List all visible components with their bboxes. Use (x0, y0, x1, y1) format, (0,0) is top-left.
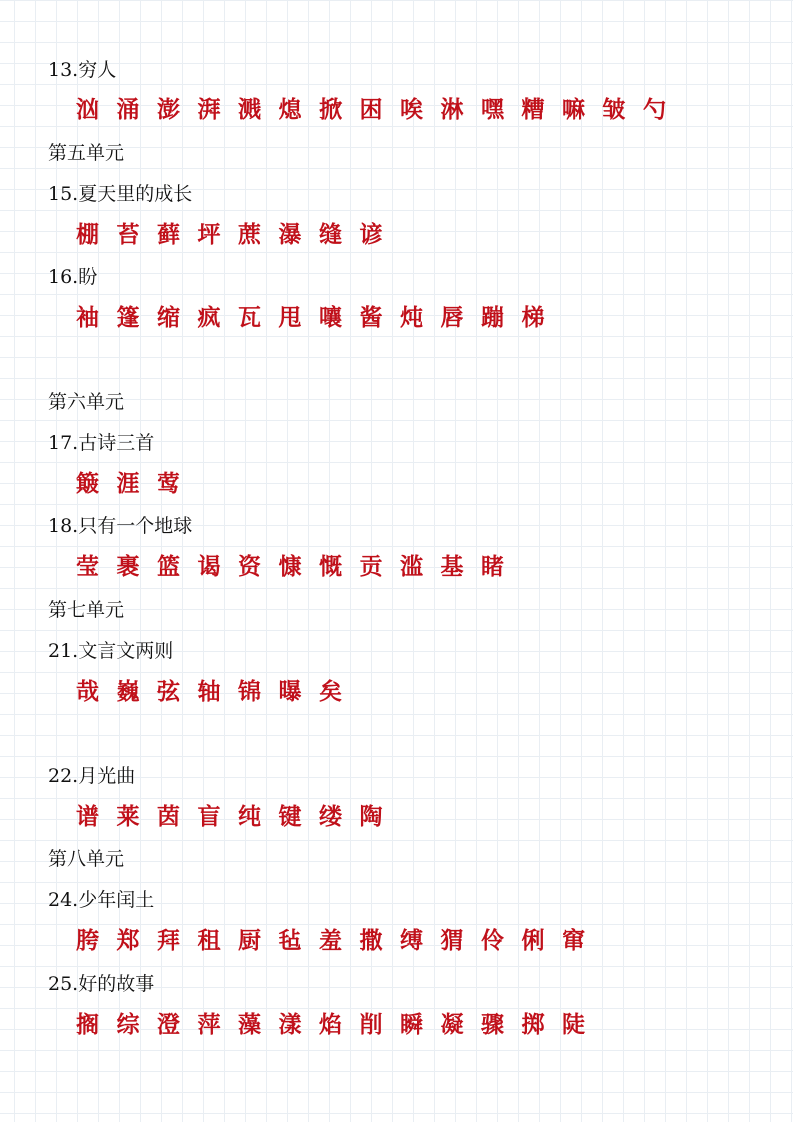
vocab-char: 拜 (157, 927, 180, 954)
lesson-title: 24.少年闰土 (48, 889, 155, 911)
char-row (76, 677, 360, 707)
vocab-char: 掀 (319, 96, 342, 123)
vocab-char: 澄 (157, 1011, 180, 1038)
vocab-char: 盲 (197, 803, 221, 830)
vocab-char: 谚 (359, 221, 383, 248)
vocab-char: 嚷 (319, 304, 342, 331)
vocab-char: 糟 (521, 96, 545, 123)
vocab-char: 瞬 (400, 1011, 423, 1038)
vocab-char: 慷 (278, 553, 302, 580)
vocab-char: 谒 (197, 553, 221, 580)
vocab-char: 熄 (278, 96, 302, 123)
vocab-char: 矣 (319, 678, 342, 705)
vocab-char: 缚 (400, 927, 423, 954)
vocab-char: 蔗 (238, 221, 261, 248)
vocab-char: 棚 (76, 221, 99, 248)
vocab-char: 嘿 (481, 96, 504, 123)
vocab-char: 困 (359, 96, 383, 123)
vocab-char: 谱 (76, 803, 99, 830)
vocab-char: 茵 (157, 803, 180, 830)
vocab-char: 窜 (562, 927, 585, 954)
vocab-char: 巍 (116, 678, 140, 705)
vocab-char: 慨 (319, 553, 342, 580)
char-row (76, 95, 684, 125)
vocab-char: 坪 (197, 221, 221, 248)
vocab-char: 溅 (238, 96, 261, 123)
vocab-char: 皱 (602, 96, 626, 123)
char-row (76, 220, 400, 250)
vocab-char: 藻 (238, 1011, 261, 1038)
vocab-char: 键 (278, 803, 302, 830)
vocab-char: 焰 (319, 1011, 342, 1038)
vocab-char: 毡 (278, 927, 302, 954)
vocab-char: 削 (359, 1011, 383, 1038)
vocab-char: 弦 (157, 678, 180, 705)
vocab-char: 基 (440, 553, 464, 580)
vocab-char: 瓦 (238, 304, 261, 331)
vocab-char: 涯 (116, 470, 140, 497)
vocab-char: 篮 (157, 553, 180, 580)
vocab-char: 甩 (278, 304, 302, 331)
unit-heading: 第七单元 (48, 599, 125, 621)
vocab-char: 苔 (116, 221, 140, 248)
char-row (76, 552, 522, 582)
vocab-char: 梯 (521, 304, 545, 331)
vocab-char: 漾 (278, 1011, 302, 1038)
char-row (76, 303, 562, 333)
vocab-char: 瀑 (278, 221, 302, 248)
unit-heading: 第六单元 (48, 391, 125, 413)
vocab-char: 陶 (359, 803, 383, 830)
vocab-char: 伶 (481, 927, 504, 954)
vocab-char: 莹 (76, 553, 99, 580)
vocab-char: 猬 (440, 927, 464, 954)
vocab-char: 缕 (319, 803, 342, 830)
vocab-char: 睹 (481, 553, 504, 580)
vocab-char: 掷 (521, 1011, 545, 1038)
vocab-char: 搁 (76, 1011, 99, 1038)
vocab-char: 胯 (76, 927, 99, 954)
vocab-char: 滥 (400, 553, 423, 580)
vocab-char: 曝 (278, 678, 302, 705)
char-row (76, 1010, 603, 1040)
vocab-char: 莱 (116, 803, 140, 830)
lesson-title: 15.夏天里的成长 (48, 183, 193, 205)
vocab-char: 郑 (116, 927, 140, 954)
lesson-title: 16.盼 (48, 266, 98, 288)
lesson-title: 18.只有一个地球 (48, 515, 193, 537)
vocab-char: 汹 (76, 96, 99, 123)
vocab-char: 纯 (238, 803, 261, 830)
vocab-char: 篷 (116, 304, 140, 331)
vocab-char: 羞 (319, 927, 342, 954)
vocab-char: 缩 (157, 304, 180, 331)
vocab-char: 勺 (643, 96, 666, 123)
vocab-char: 淋 (440, 96, 464, 123)
vocab-char: 簸 (76, 470, 99, 497)
vocab-char: 澎 (157, 96, 180, 123)
lesson-title: 13.穷人 (48, 59, 117, 81)
lesson-title: 25.好的故事 (48, 973, 155, 995)
vocab-char: 撒 (359, 927, 383, 954)
vocab-char: 炖 (400, 304, 423, 331)
vocab-char: 缝 (319, 221, 342, 248)
lesson-title: 17.古诗三首 (48, 432, 155, 454)
vocab-char: 俐 (521, 927, 545, 954)
lesson-title: 21.文言文两则 (48, 640, 174, 662)
vocab-char: 凝 (440, 1011, 464, 1038)
vocab-char: 骤 (481, 1011, 504, 1038)
vocab-char: 哉 (76, 678, 99, 705)
vocab-char: 莺 (157, 470, 180, 497)
vocab-char: 租 (197, 927, 221, 954)
vocab-char: 裹 (116, 553, 140, 580)
vocab-char: 袖 (76, 304, 99, 331)
vocab-char: 综 (116, 1011, 140, 1038)
vocab-char: 唇 (440, 304, 464, 331)
vocab-char: 唉 (400, 96, 423, 123)
vocab-char: 厨 (238, 927, 261, 954)
vocab-char: 陡 (562, 1011, 585, 1038)
char-row (76, 926, 603, 956)
vocab-char: 轴 (197, 678, 221, 705)
vocab-char: 蹦 (481, 304, 504, 331)
vocab-char: 湃 (197, 96, 221, 123)
char-row (76, 469, 198, 499)
vocab-char: 资 (238, 553, 261, 580)
unit-heading: 第八单元 (48, 848, 125, 870)
lesson-title: 22.月光曲 (48, 765, 136, 787)
vocab-char: 疯 (197, 304, 221, 331)
vocab-char: 萍 (197, 1011, 221, 1038)
vocab-char: 锦 (238, 678, 261, 705)
char-row (76, 802, 400, 832)
vocab-char: 藓 (157, 221, 180, 248)
vocab-char: 涌 (116, 96, 140, 123)
vocab-char: 酱 (359, 304, 383, 331)
vocab-char: 嘛 (562, 96, 585, 123)
unit-heading: 第五单元 (48, 142, 125, 164)
vocab-char: 贡 (359, 553, 383, 580)
